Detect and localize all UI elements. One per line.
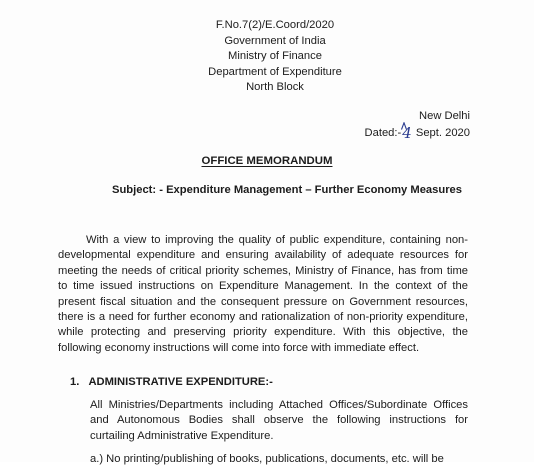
government-name: Government of India <box>224 34 326 47</box>
place: New Delhi <box>419 110 470 122</box>
item-a-partial: a.) No printing/publishing of books, publications, documents, etc. will be <box>90 453 444 465</box>
subject-line: Subject: - Expenditure Management – Further Economy Measures <box>112 184 462 196</box>
place-date-block <box>365 109 470 141</box>
ministry-name: Ministry of Finance <box>228 50 322 62</box>
section-title: ADMINISTRATIVE EXPENDITURE:- <box>88 376 273 388</box>
date-line <box>365 124 470 141</box>
handwritten-day: 4 <box>402 124 412 142</box>
section-heading <box>70 376 273 388</box>
file-number: F.No.7(2)/E.Coord/2020 <box>215 19 335 31</box>
section-paragraph: All Ministries/Departments including Attached Offices/Subordinate Offices and Autonomous Bodies shall observe the following instructions for curtailing Administrative Expenditure. <box>90 399 468 442</box>
memo-title-text: OFFICE MEMORANDUM <box>201 155 333 167</box>
memo-title <box>0 155 534 167</box>
date-prefix: Dated:- <box>364 127 402 139</box>
letterhead <box>180 18 370 96</box>
section-number: 1. <box>70 376 80 388</box>
office-location: North Block <box>246 81 304 93</box>
department-name: Department of Expenditure <box>208 65 342 78</box>
intro-paragraph: With a view to improving the quality of public expenditure, containing non-developmental expenditure and ensuring availability of adequate resources for meeting the needs of critical priority schemes, Ministry of Finance, has from time to time issued instructions on Expenditure Management. In the context of the present fiscal situation and the consequent pressure on Government resources, there is a need for further economy and rationalization of non-priority expenditure, while protecting and preserving priority expenditure. With this objective, the following economy instructions will come into force with immediate effect. <box>58 234 468 354</box>
date-month-year: Sept. 2020 <box>415 127 470 139</box>
